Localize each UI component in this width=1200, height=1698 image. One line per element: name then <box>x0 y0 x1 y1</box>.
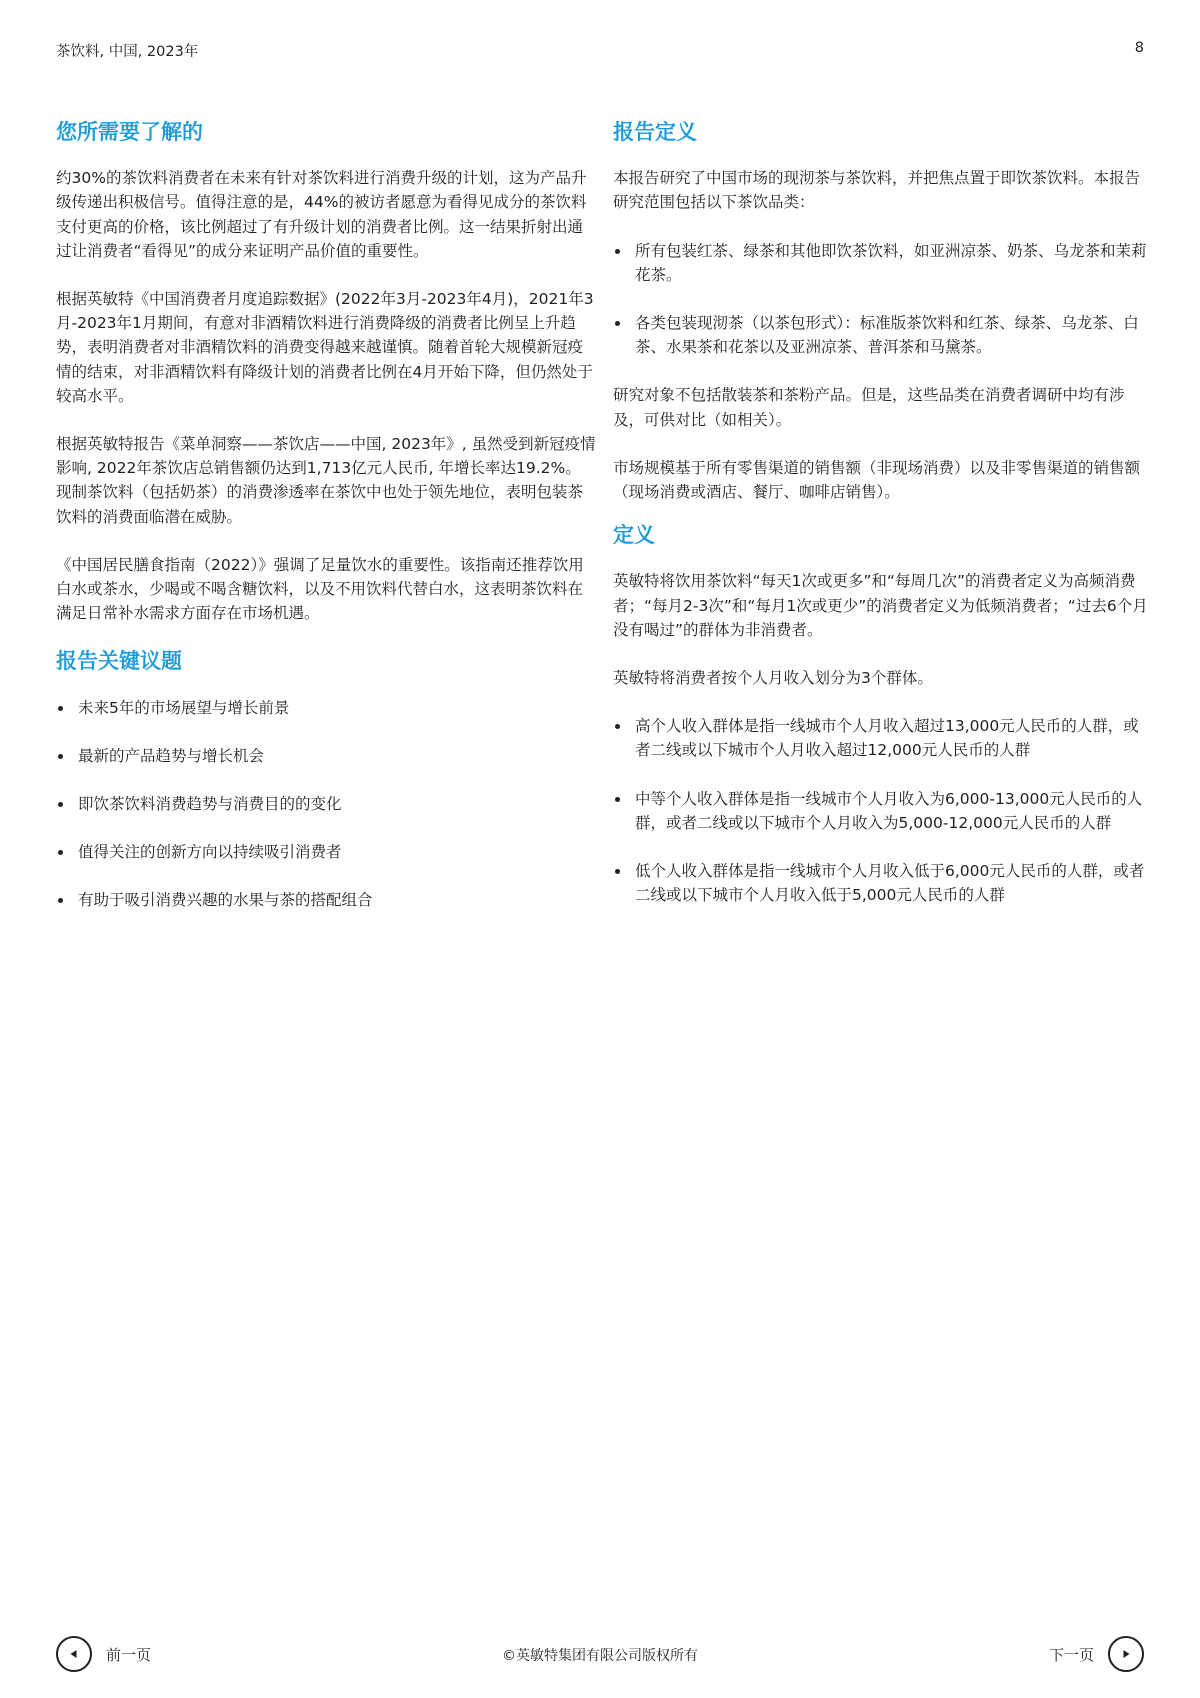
list-item: 高个人收入群体是指一线城市个人月收入超过13,000元人民币的人群，或者二线或以下城市个人月收入超过12,000元人民币的人群 <box>613 714 1153 762</box>
section-report-definition <box>613 120 1153 504</box>
section-heading: 您所需要了解的 <box>56 120 203 144</box>
section-heading: 定义 <box>613 523 655 548</box>
next-page-label: 下一页 <box>1048 1645 1094 1664</box>
paragraph: 研究对象不包括散装茶和茶粉产品。但是，这些品类在消费者调研中均有涉及，可供对比（如相关）。 <box>613 386 1125 429</box>
paragraph: 《中国居民膳食指南（2022）》强调了足量饮水的重要性。该指南还推荐饮用白水或茶水，少喝或不喝含糖饮料，以及不用饮料代替白水，这表明茶饮料在满足日常补水需求方面存在市场机遇。 <box>56 555 584 623</box>
category-list <box>613 239 1153 360</box>
paragraph: 英敏特将饮用茶饮料“每天1次或更多”和“每周几次”的消费者定义为高频消费者；“每月2-3次”和“每月1次或更少”的消费者定义为低频消费者；“过去6个月没有喝过”的群体为非消费者。 <box>613 572 1148 639</box>
list-item: 所有包装红茶、绿茶和其他即饮茶饮料，如亚洲凉茶、奶茶、乌龙茶和茉莉花茶。 <box>613 239 1153 287</box>
list-item: 未来5年的市场展望与增长前景 <box>56 696 596 720</box>
paragraph: 英敏特将消费者按个人月收入划分为3个群体。 <box>613 669 933 688</box>
arrow-right-icon <box>1108 1636 1144 1672</box>
section-what-you-need-to-know <box>56 120 596 625</box>
section-key-issues <box>56 649 596 912</box>
paragraph: 市场规模基于所有零售渠道的销售额（非现场消费）以及非零售渠道的销售额（现场消费或酒店、餐厅、咖啡店销售）。 <box>613 458 1141 502</box>
footer <box>56 1636 1144 1676</box>
list-item: 值得关注的创新方向以持续吸引消费者 <box>56 840 596 864</box>
paragraph: 本报告研究了中国市场的现沏茶与茶饮料，并把焦点置于即饮茶饮料。本报告研究范围包括以下茶饮品类： <box>613 169 1141 212</box>
right-column <box>613 120 1153 931</box>
paragraph: 根据英敏特报告《菜单洞察——茶饮店——中国, 2023年》, 虽然受到新冠疫情影响, 2022年茶饮店总销售额仍达到1,713亿元人民币, 年增长率达19.2%。现制茶饮料（包括奶茶）的消费渗透率在茶饮中也处于领先地位，表明包装茶饮料的消费面临潜在威胁。 <box>56 435 596 526</box>
prev-page-label: 前一页 <box>106 1645 152 1664</box>
list-item: 最新的产品趋势与增长机会 <box>56 744 596 768</box>
income-group-list <box>613 714 1153 907</box>
list-item: 中等个人收入群体是指一线城市个人月收入为6,000-13,000元人民币的人群，或者二线或以下城市个人月收入为5,000-12,000元人民币的人群 <box>613 787 1153 835</box>
paragraph: 根据英敏特《中国消费者月度追踪数据》(2022年3月-2023年4月)，2021年3月-2023年1月期间，有意对非酒精饮料进行消费降级的消费者比例呈上升趋势，表明消费者对非酒精饮料的消费变得越来越谨慎。随着首轮大规模新冠疫情的结束，对非酒精饮料有降级计划的消费者比例在4月开始下降，但仍然处于较高水平。 <box>56 290 594 405</box>
section-heading: 报告定义 <box>613 120 697 144</box>
left-column <box>56 120 596 937</box>
page-number: 8 <box>1134 40 1144 56</box>
list-item: 有助于吸引消费兴趣的水果与茶的搭配组合 <box>56 888 596 912</box>
key-issues-list <box>56 696 596 913</box>
paragraph: 约30%的茶饮料消费者在未来有针对茶饮料进行消费升级的计划，这为产品升级传递出积极信号。值得注意的是，44%的被访者愿意为看得见成分的茶饮料支付更高的价格，该比例超过了有升级计划的消费者比例。这一结果折射出通过让消费者“看得见”的成分来证明产品价值的重要性。 <box>56 169 587 260</box>
header-title: 茶饮料, 中国, 2023年 <box>56 44 199 60</box>
next-page-button[interactable] <box>1049 1636 1144 1672</box>
section-heading: 报告关键议题 <box>56 649 182 674</box>
section-definitions <box>613 523 1153 907</box>
list-item: 低个人收入群体是指一线城市个人月收入低于6,000元人民币的人群，或者二线或以下城市个人月收入低于5,000元人民币的人群 <box>613 859 1153 907</box>
copyright: ©英敏特集团有限公司版权所有 <box>502 1648 698 1664</box>
list-item: 即饮茶饮料消费趋势与消费目的的变化 <box>56 792 596 816</box>
list-item: 各类包装现沏茶（以茶包形式）：标准版茶饮料和红茶、绿茶、乌龙茶、白茶、水果茶和花茶以及亚洲凉茶、普洱茶和马黛茶。 <box>613 311 1153 359</box>
